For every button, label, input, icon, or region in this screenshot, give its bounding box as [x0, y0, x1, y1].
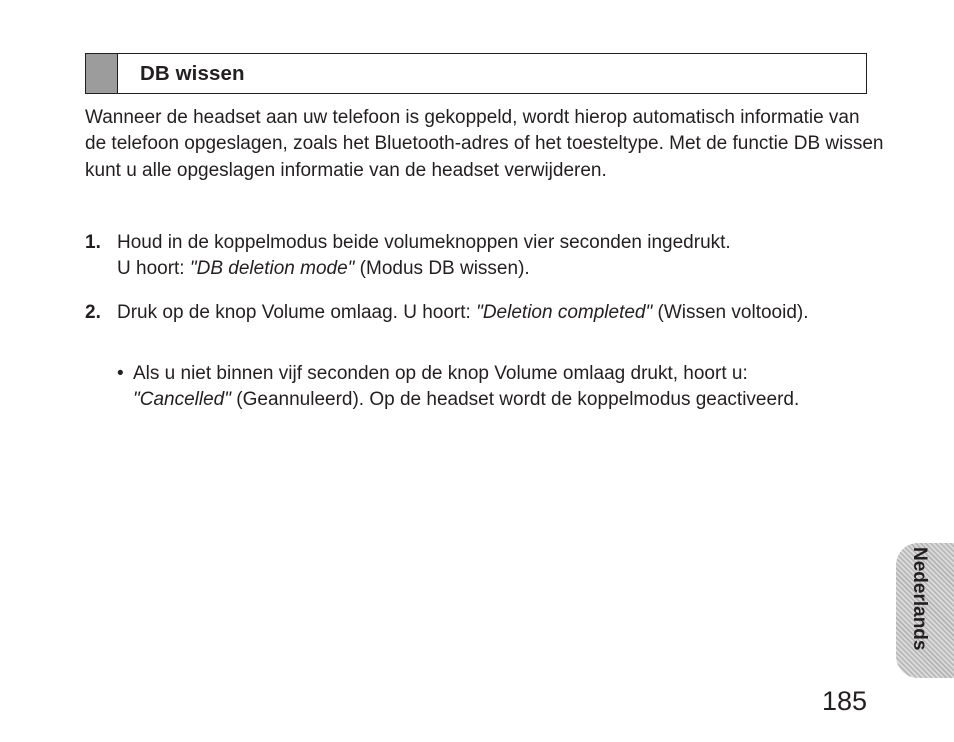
bullet-icon: • [117, 363, 124, 384]
step-text-prefix: U hoort: [117, 258, 190, 280]
section-header [85, 53, 867, 94]
step-number: 2. [85, 302, 101, 323]
step-2 [85, 300, 885, 326]
voice-prompt-quote: "DB deletion mode" [189, 258, 355, 280]
bullet-text-suffix: (Geannuleerd). Op de headset wordt de koppelmodus geactiveerd. [231, 389, 800, 411]
page-number: 185 [822, 686, 868, 716]
step-text-prefix: Druk op de knop Volume omlaag. U hoort: [117, 302, 477, 323]
section-marker-block [86, 54, 118, 93]
step-text-suffix: (Wissen voltooid). [652, 302, 809, 323]
step-1 [85, 230, 885, 283]
voice-prompt-quote: "Cancelled" [133, 389, 231, 411]
bullet-body [133, 361, 837, 414]
voice-prompt-quote: "Deletion completed" [476, 302, 653, 323]
step-body [117, 300, 885, 326]
intro-paragraph: Wanneer de headset aan uw telefoon is gekoppeld, wordt hierop automatisch informatie van de telefoon opgeslagen, zoals het Bluetooth-adres of het toesteltype. Met de functie DB wissen kunt u alle opgeslagen informatie van de headset verwijderen. [85, 107, 884, 181]
step-number: 1. [85, 232, 101, 253]
step-body [117, 230, 885, 283]
bullet-text-prefix: Als u niet binnen vijf seconden op de knop Volume omlaag drukt, hoort u: [133, 363, 748, 384]
step-text: Houd in de koppelmodus beide volumeknoppen vier seconden ingedrukt. [117, 232, 731, 253]
section-title: DB wissen [140, 61, 245, 85]
note-bullet [117, 361, 837, 414]
language-tab-label: Nederlands [909, 547, 930, 651]
step-text-suffix: (Modus DB wissen). [354, 258, 530, 280]
